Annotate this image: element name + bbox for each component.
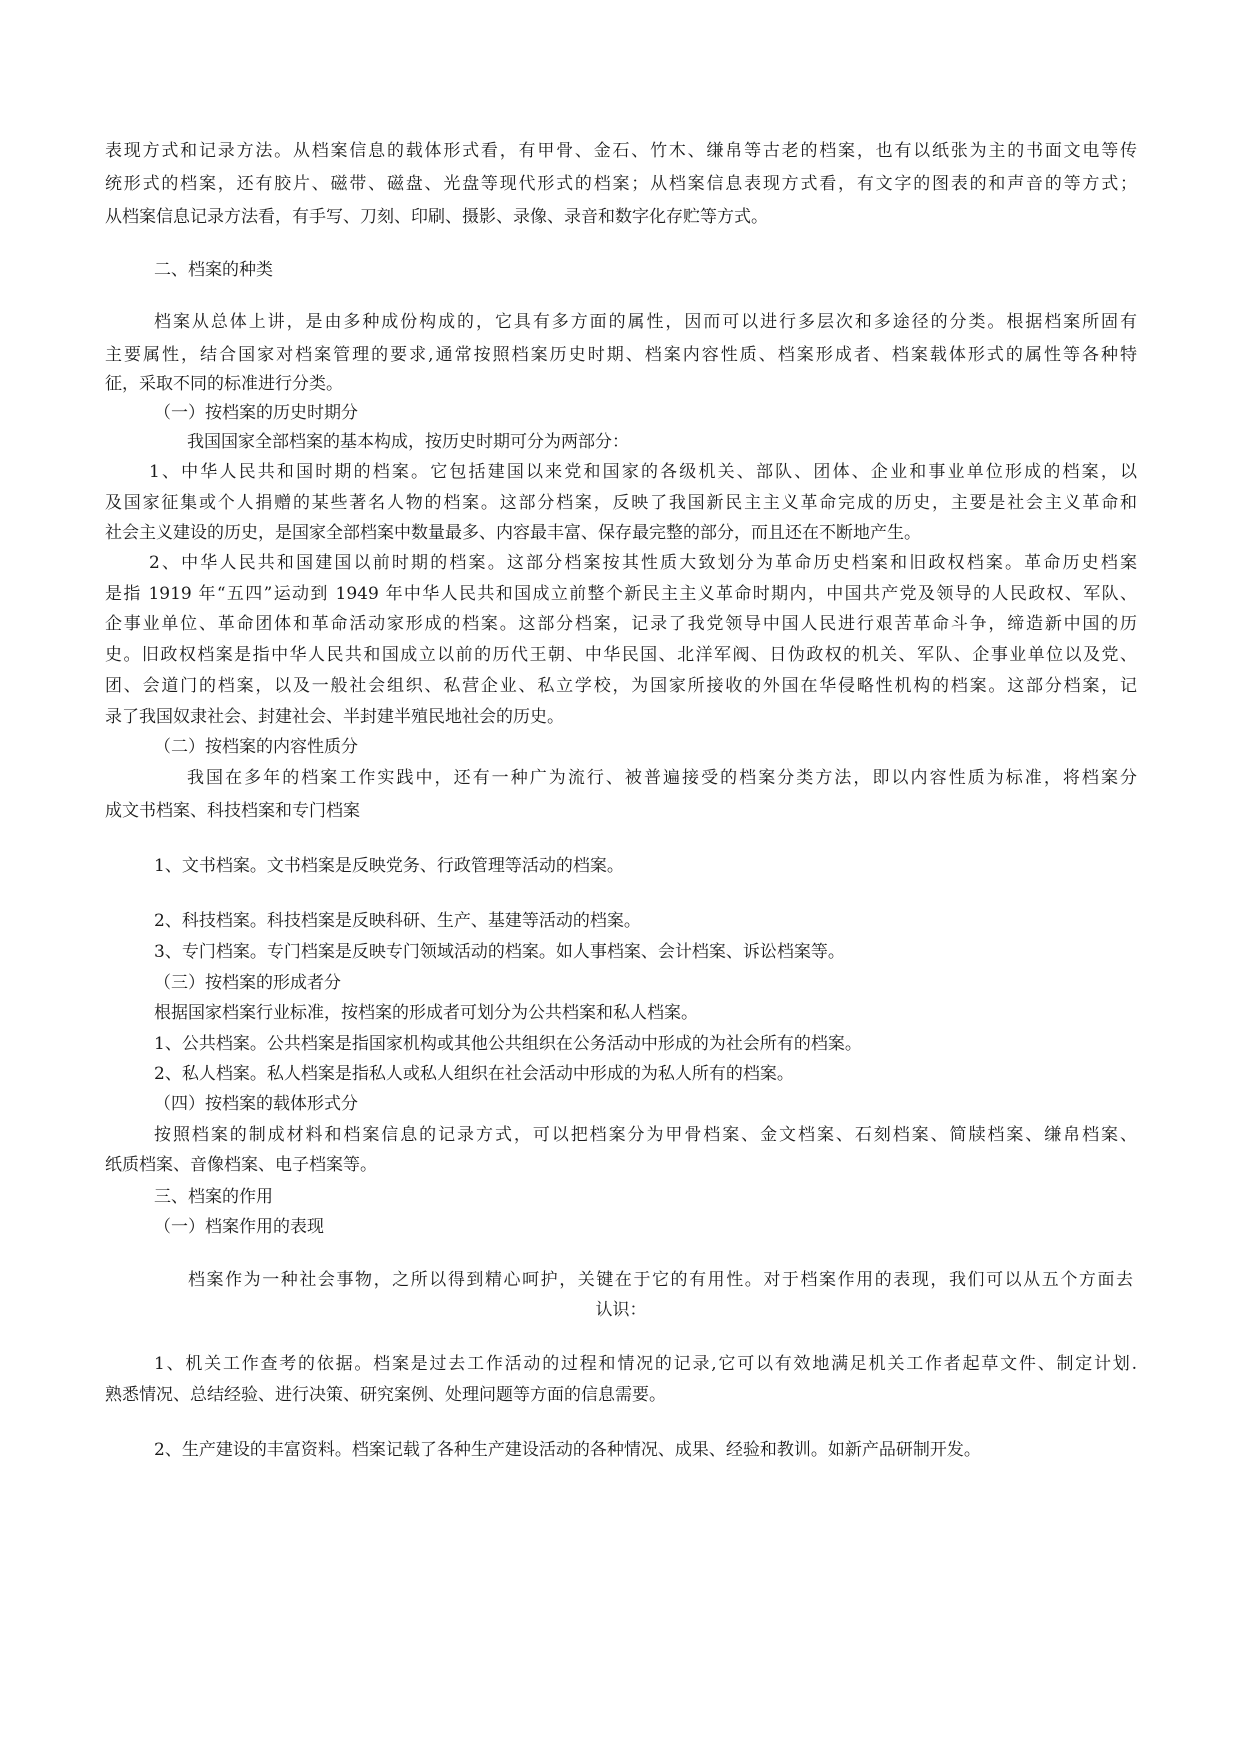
subsection-heading: （四）按档案的载体形式分 <box>154 1094 358 1114</box>
paragraph-line: 我国在多年的档案工作实践中，还有一种广为流行、被普遍接受的档案分类方法，即以内容性质为标准，将档案分 <box>187 768 1137 788</box>
paragraph-line: 录了我国奴隶社会、封建社会、半封建半殖民地社会的历史。 <box>105 707 564 727</box>
paragraph-line: 我国国家全部档案的基本构成，按历史时期可分为两部分： <box>187 432 629 452</box>
paragraph-line: 主要属性，结合国家对档案管理的要求,通常按照档案历史时期、档案内容性质、档案形成者、档案载体形式的属性等各种特 <box>105 345 1137 365</box>
paragraph-line: 成文书档案、科技档案和专门档案 <box>105 801 360 821</box>
paragraph-line: 1、公共档案。公共档案是指国家机构或其他公共组织在公务活动中形成的为社会所有的档案。 <box>154 1034 862 1054</box>
paragraph-line: 2、私人档案。私人档案是指私人或私人组织在社会活动中形成的为私人所有的档案。 <box>154 1064 794 1084</box>
paragraph-line: 1、文书档案。文书档案是反映党务、行政管理等活动的档案。 <box>154 856 624 876</box>
paragraph-line: 统形式的档案，还有胶片、磁带、磁盘、光盘等现代形式的档案；从档案信息表现方式看，有文字的图表的和声音的等方式； <box>105 174 1137 194</box>
paragraph-line: 档案作为一种社会事物，之所以得到精心呵护，关键在于它的有用性。对于档案作用的表现，我们可以从五个方面去 <box>188 1270 1133 1290</box>
paragraph-line: 史。旧政权档案是指中华人民共和国成立以前的历代王朝、中华民国、北洋军阀、日伪政权的机关、军队、企事业单位以及党、 <box>105 645 1137 665</box>
subsection-heading: （三）按档案的形成者分 <box>154 973 341 993</box>
paragraph-line: 是指 1919 年“五四”运动到 1949 年中华人民共和国成立前整个新民主主义革命时期内，中国共产党及领导的人民政权、军队、 <box>105 584 1137 604</box>
paragraph-line: 2、中华人民共和国建国以前时期的档案。这部分档案按其性质大致划分为革命历史档案和旧政权档案。革命历史档案 <box>149 553 1137 573</box>
paragraph-line: 社会主义建设的历史，是国家全部档案中数量最多、内容最丰富、保存最完整的部分，而且还在不断地产生。 <box>105 523 921 543</box>
paragraph-line: 2、科技档案。科技档案是反映科研、生产、基建等活动的档案。 <box>154 911 641 931</box>
paragraph-line: 从档案信息记录方法看，有手写、刀刻、印刷、摄影、录像、录音和数字化存贮等方式。 <box>105 207 768 227</box>
paragraph-line: 表现方式和记录方法。从档案信息的载体形式看，有甲骨、金石、竹木、缣帛等古老的档案，也有以纸张为主的书面文电等传 <box>105 141 1137 161</box>
paragraph-line: 3、专门档案。专门档案是反映专门领域活动的档案。如人事档案、会计档案、诉讼档案等。 <box>154 942 845 962</box>
paragraph-line: 纸质档案、音像档案、电子档案等。 <box>105 1155 377 1175</box>
paragraph-line: 团、会道门的档案，以及一般社会组织、私营企业、私立学校，为国家所接收的外国在华侵略性机构的档案。这部分档案，记 <box>105 676 1137 696</box>
paragraph-line: 根据国家档案行业标准，按档案的形成者可划分为公共档案和私人档案。 <box>154 1003 698 1023</box>
paragraph-line: 征，采取不同的标准进行分类。 <box>105 374 343 394</box>
subsection-heading: （一）档案作用的表现 <box>154 1217 324 1237</box>
paragraph-line: 企事业单位、革命团体和革命活动家形成的档案。这部分档案，记录了我党领导中国人民进行艰苦革命斗争，缔造新中国的历 <box>105 614 1137 634</box>
paragraph-line: 1、中华人民共和国时期的档案。它包括建国以来党和国家的各级机关、部队、团体、企业和事业单位形成的档案，以 <box>149 462 1137 482</box>
paragraph-line: 按照档案的制成材料和档案信息的记录方式，可以把档案分为甲骨档案、金文档案、石刻档案、简牍档案、缣帛档案、 <box>154 1125 1137 1145</box>
paragraph-line: 认识： <box>595 1300 647 1320</box>
paragraph-line: 1、机关工作查考的依据。档案是过去工作活动的过程和情况的记录,它可以有效地满足机关工作者起草文件、制定计划. <box>154 1354 1137 1374</box>
paragraph-line: 及国家征集或个人捐赠的某些著名人物的档案。这部分档案，反映了我国新民主主义革命完成的历史，主要是社会主义革命和 <box>105 493 1137 513</box>
section-heading: 二、档案的种类 <box>154 260 273 280</box>
section-heading: 三、档案的作用 <box>154 1187 273 1207</box>
paragraph-line: 熟悉情况、总结经验、进行决策、研究案例、处理问题等方面的信息需要。 <box>105 1385 666 1405</box>
subsection-heading: （一）按档案的历史时期分 <box>154 403 358 423</box>
paragraph-line: 2、生产建设的丰富资料。档案记载了各种生产建设活动的各种情况、成果、经验和教训。如新产品研制开发。 <box>154 1440 981 1460</box>
paragraph-line: 档案从总体上讲，是由多种成份构成的，它具有多方面的属性，因而可以进行多层次和多途径的分类。根据档案所固有 <box>154 312 1137 332</box>
subsection-heading: （二）按档案的内容性质分 <box>154 737 358 757</box>
